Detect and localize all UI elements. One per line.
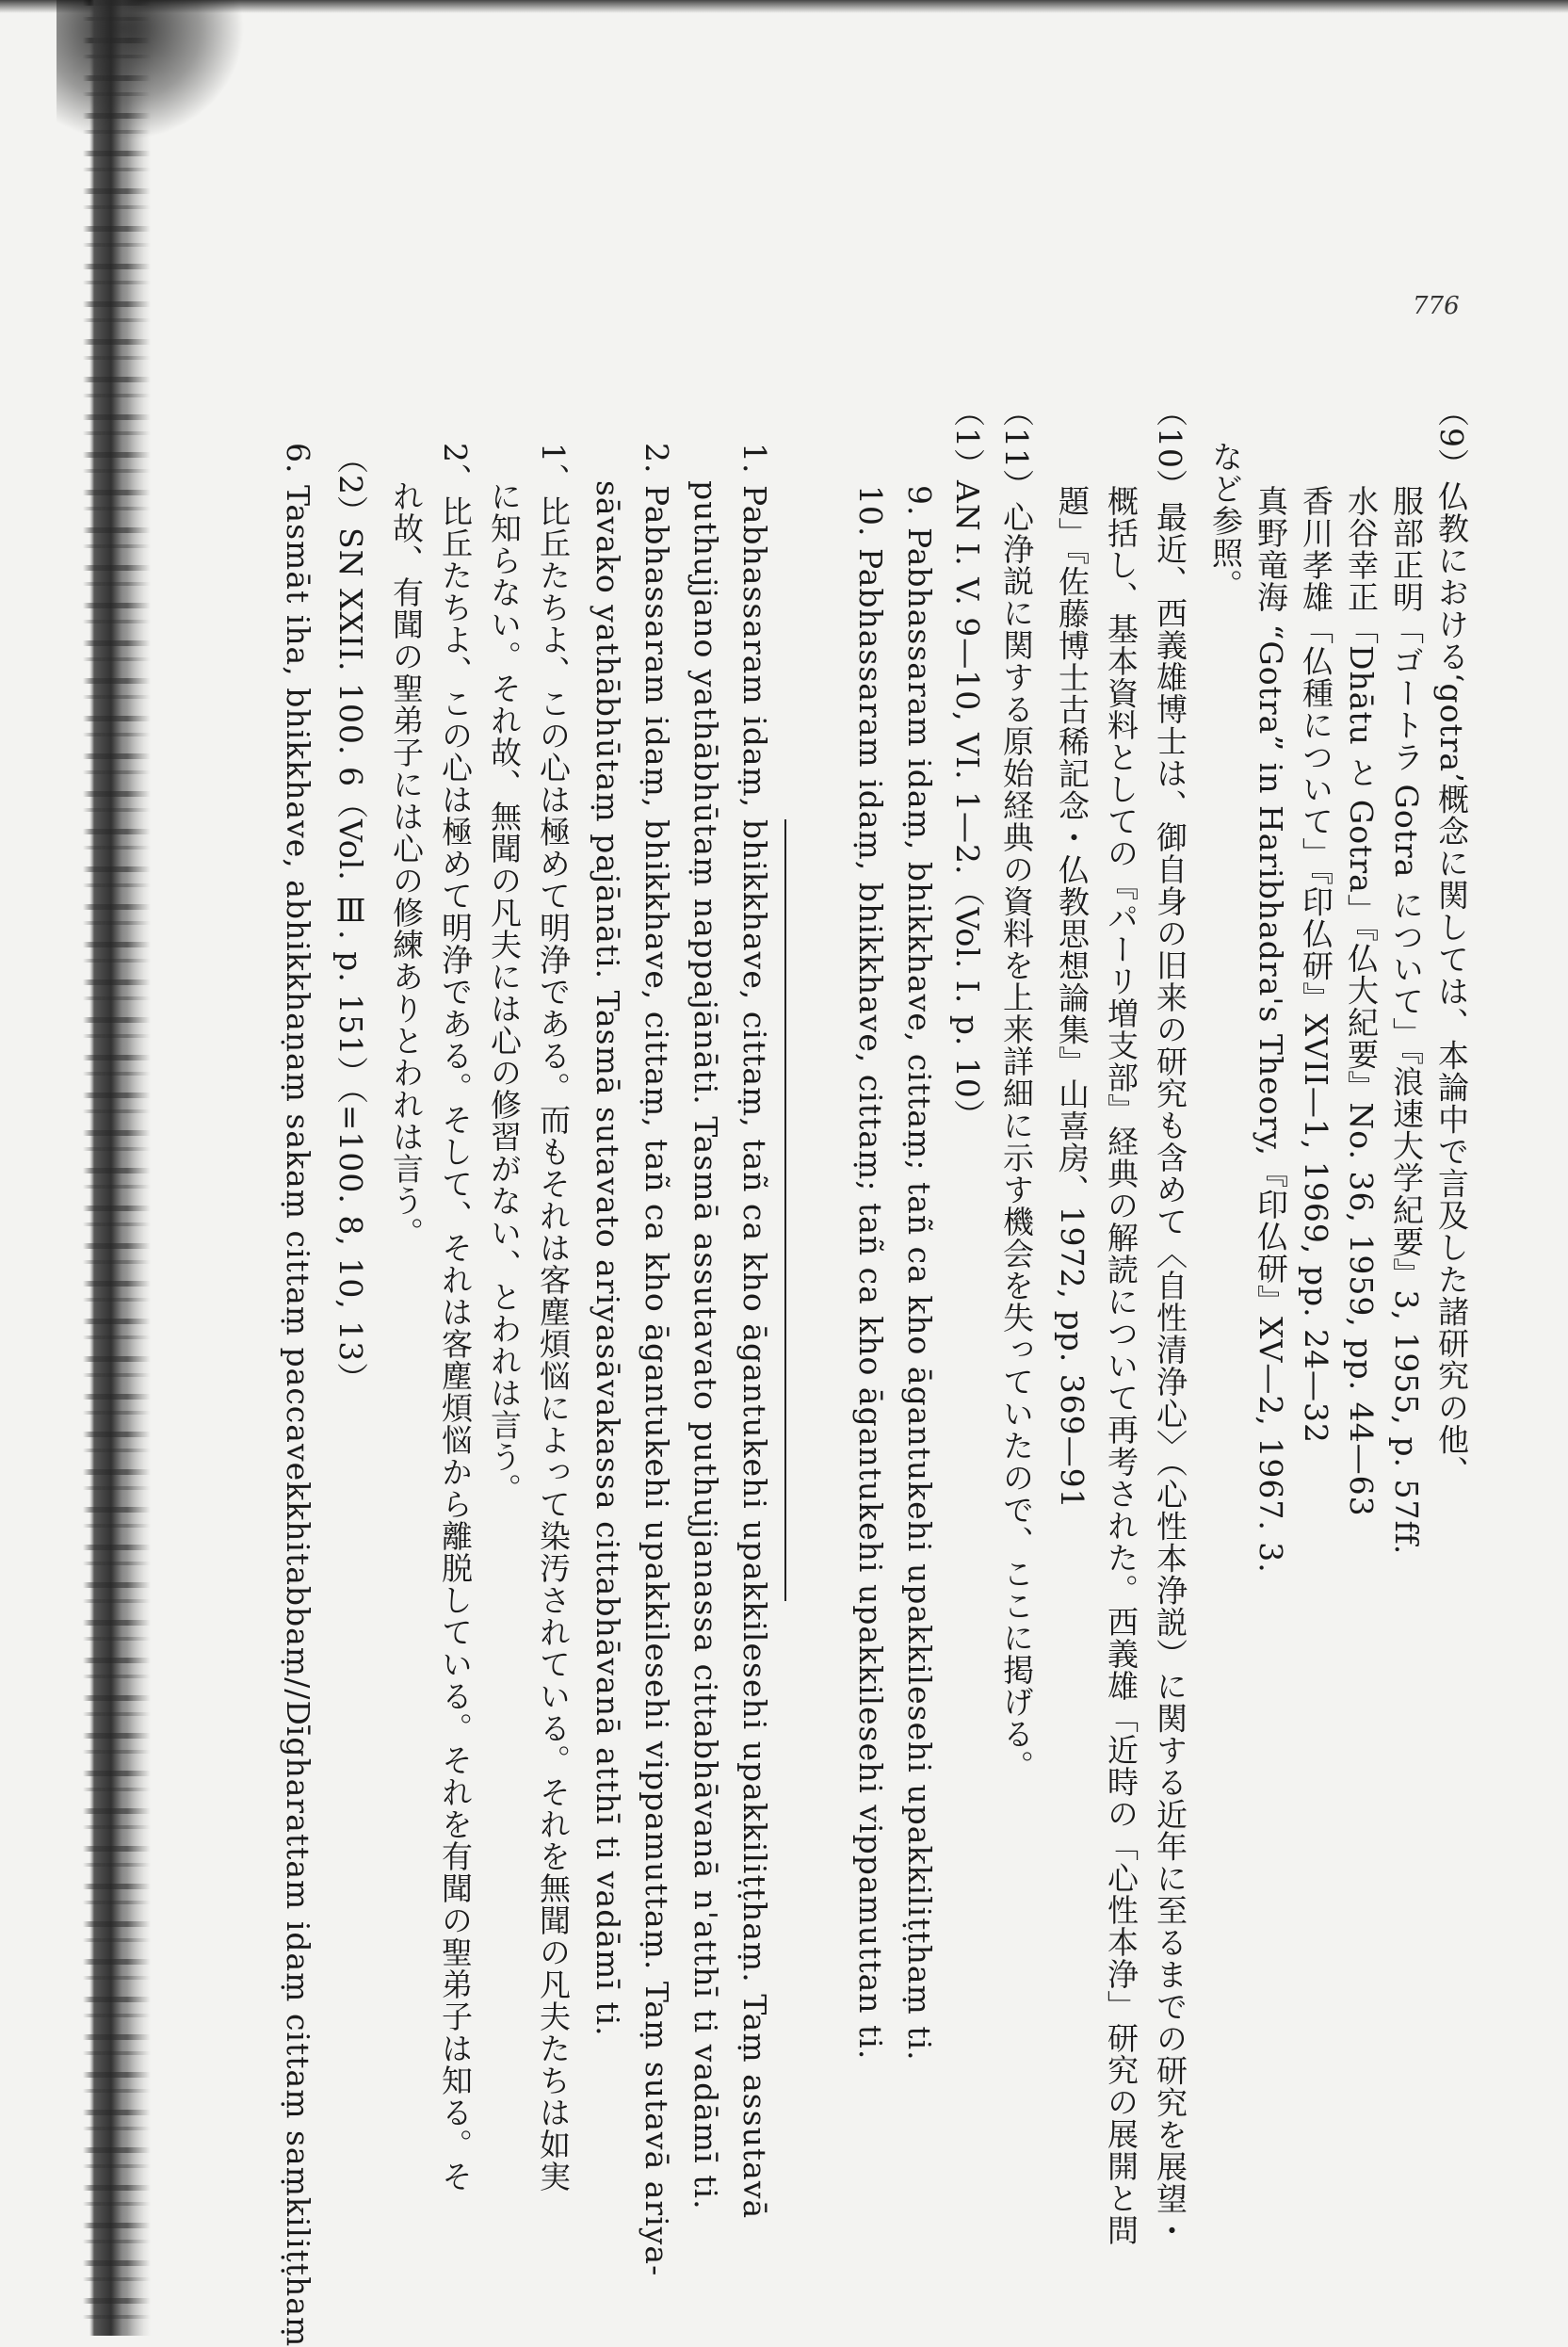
note-9-line-3: 水谷幸正「Dhātu と Gotra」『仏大紀要』No. 36, 1959, pp. 44—63 [1343,485,1380,1517]
note-10-line-1: （10）最近、西義雄博士は、御自身の旧来の研究も含めて〈自性清浄心〉（心性本浄説）に関する近年に至るまでの研究を展望・ [1152,396,1188,2247]
pali-passage-2-line-2: sāvako yathābhūtaṃ pajānāti. Tasmā sutavato ariyasāvakassa cittabhāvanā atthī ti vadāmī ti. [590,480,626,2037]
note-9-line-1: （9）仏教における‘gotra’概念に関しては、本論中で言及した諸研究の他、 [1433,396,1470,1488]
book-binding-shadow [0,0,165,2336]
pali-passage-1-line-1: 1. Pabhassaram idaṃ, bhikkhave, cittaṃ, tañ ca kho āgantukehi upakkilesehi upakkiliṭṭhaṃ. Taṃ assutavā [736,443,773,2220]
translation-2-line-1: 2、比丘たちよ、この心は極めて明浄である。そして、それは客塵煩悩から離脱している。それを有聞の聖弟子は知る。そ [437,443,474,2193]
pali-verse-9: 9. Pabhassaram idaṃ, bhikkhave, cittaṃ; tañ ca kho āgantukehi upakkilesehi upakkiliṭṭhaṃ ti. [901,485,938,2062]
note-11-source-2: （2）SN XXII. 100. 6（Vol. Ⅲ. p. 151）（=100. 8, 10, 13） [332,443,369,1395]
note-9-line-4: 香川孝雄「仏種について」『印仏研』XVII—1, 1969, pp. 24—32 [1298,485,1334,1445]
pali-verse-6: 6. Tasmāt iha, bhikkhave, abhikkhaṇaṃ sakaṃ cittaṃ paccavekkhitabbaṃ//Dīgharattam idaṃ cittaṃ saṃkiliṭṭhaṃ [280,443,316,2347]
note-9-line-6: など参照。 [1207,441,1244,601]
note-10-line-2: 概括し、基本資料としての『パーリ増支部』経典の解読について再考された。西義雄「近時の「心性本浄」研究の展開と問 [1103,485,1140,2246]
page-number: 776 [1413,292,1460,320]
pali-passage-2-line-1: 2. Pabhassaram idaṃ, bhikkhave, cittaṃ, tañ ca kho āgantukehi upakkilesehi vippamuttaṃ. Taṃ sutavā ariya- [639,443,675,2277]
note-11-line-1: （11）心浄説に関する原始経典の資料を上来詳細に示す機会を失っていたので、ここに掲げる。 [998,396,1035,1782]
translation-2-line-2: れ故、有聞の聖弟子には心の修練ありとわれは言う。 [388,480,425,1249]
separator-rule [784,819,786,1601]
note-10-line-3: 題」『佐藤博士古稀記念・仏教思想論集』山喜房、1972, pp. 369—91 [1054,485,1091,1510]
note-9-line-5: 真野竜海 “Gotra” in Haribhadra's Theory,『印仏研』XV—2, 1967. 3. [1253,485,1289,1574]
note-9-line-2: 服部正明「ゴートラ Gotra について」『浪速大学紀要』3, 1955, p. 57ff. [1388,485,1425,1556]
note-11-source-1: （1）AN I. V. 9—10, VI. 1—2.（Vol. I. p. 10） [949,396,986,1131]
translation-1-line-1: 1、比丘たちよ、この心は極めて明浄である。而もそれは客塵煩悩によって染汚されている。それを無聞の凡夫たちは如実 [535,443,572,2193]
pali-verse-10: 10. Pabhassaram idaṃ, bhikkhave, cittaṃ; tañ ca kho āgantukehi upakkilesehi vippamuttan ti. [852,485,889,2061]
pali-passage-1-line-2: puthujjano yathābhūtaṃ nappajānāti. Tasmā assutavato puthujjanassa cittabhāvanā n'atthī ti vadāmī ti. [687,480,724,2210]
translation-1-line-2: に知らない。それ故、無聞の凡夫には心の修習がない、とわれは言う。 [486,480,523,1505]
